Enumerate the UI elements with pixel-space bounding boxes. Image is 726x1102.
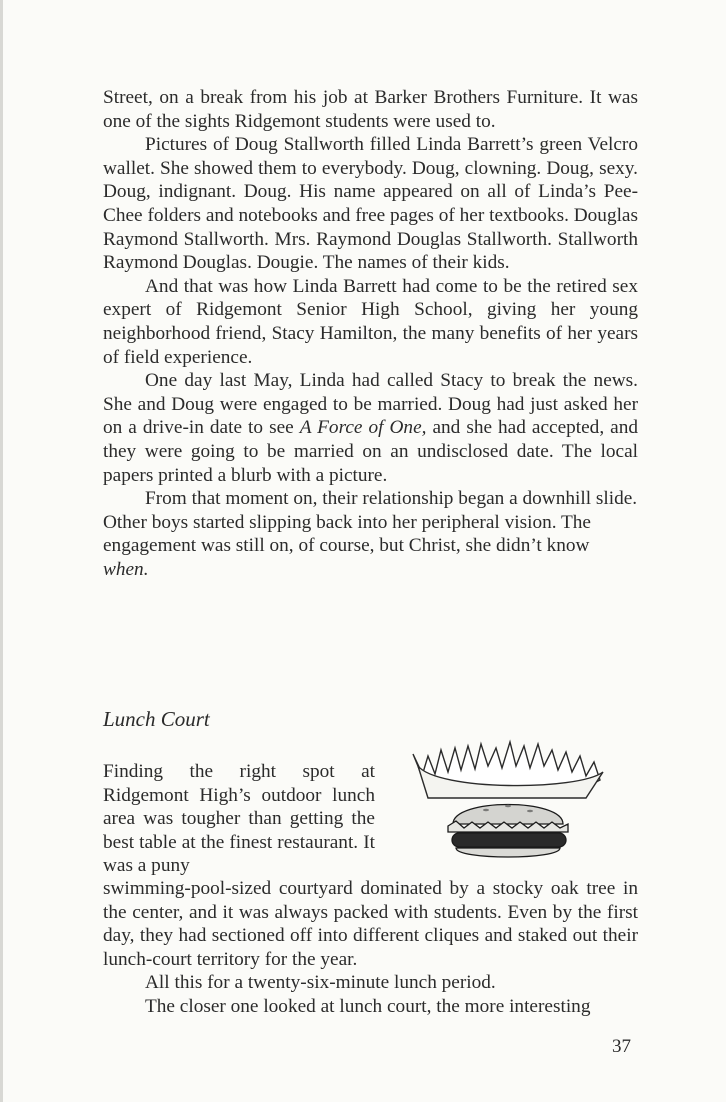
wrapped-paragraph-continuation: swimming-pool-sized courtyard dominated by a stocky oak tree in the center, and it was always packed with students. Even by the first day, they had sectioned off into different cliques and staked out their lunch-court territory for the year.: [103, 878, 638, 970]
paragraph-2: Pictures of Doug Stallworth filled Linda Barrett’s green Velcro wallet. She showed them to everybody. Doug, clowning. Doug, sexy. Doug, indignant. Doug. His name appeared on all of Linda’s Pee-Chee folders and notebooks and free pages of her textbooks. Douglas Raymond Stallworth. Mrs. Raymond Douglas Stallworth. Stallworth Raymond Douglas. Dougie. The names of their kids.: [103, 134, 638, 274]
paragraph-5-text: From that moment on, their relationship began a downhill slide. Other boys started slipping back into her peripheral vision. The engagement was still on, of course, but Christ, she didn’t know: [103, 488, 638, 557]
top-body-text: [103, 86, 638, 581]
page-number: 37: [612, 1036, 631, 1057]
paragraph-4-text-b: and she had accepted, and they were going to be married on an undisclosed date. The local papers printed a blurb with a picture.: [103, 417, 638, 486]
lunch-court-paragraph: The closer one looked at lunch court, the more interesting: [145, 995, 591, 1017]
page-edge: [0, 0, 3, 1102]
burger-and-fries-illustration: [408, 736, 608, 871]
movie-title: A Force of One,: [299, 417, 427, 439]
paragraph-4-text-a: One day last May, Linda had called Stacy to break the news. She and Doug were engaged to be married. Doug had just asked her on a drive-in date to see: [103, 370, 638, 439]
wrapped-text: Finding the right spot at Ridgemont High’s outdoor lunch area was tougher than getting the best table at the finest restaurant. It was a puny: [103, 761, 375, 877]
paragraph-1: Street, on a break from his job at Barker Brothers Furniture. It was one of the sights Ridgemont students were used to.: [103, 87, 638, 132]
paragraph-4: [103, 369, 638, 487]
section-heading: Lunch Court: [103, 707, 210, 731]
paragraph-5: [103, 487, 638, 581]
lunch-period-paragraph: All this for a twenty-six-minute lunch period.: [145, 972, 496, 994]
paragraph-3: And that was how Linda Barrett had come to be the retired sex expert of Ridgemont Senior High School, giving her young neighborhood friend, Stacy Hamilton, the many benefits of her years of field experience.: [103, 275, 638, 368]
lunch-court-body-text: [103, 877, 638, 1019]
paragraph-5-emphasis: when.: [103, 558, 149, 580]
